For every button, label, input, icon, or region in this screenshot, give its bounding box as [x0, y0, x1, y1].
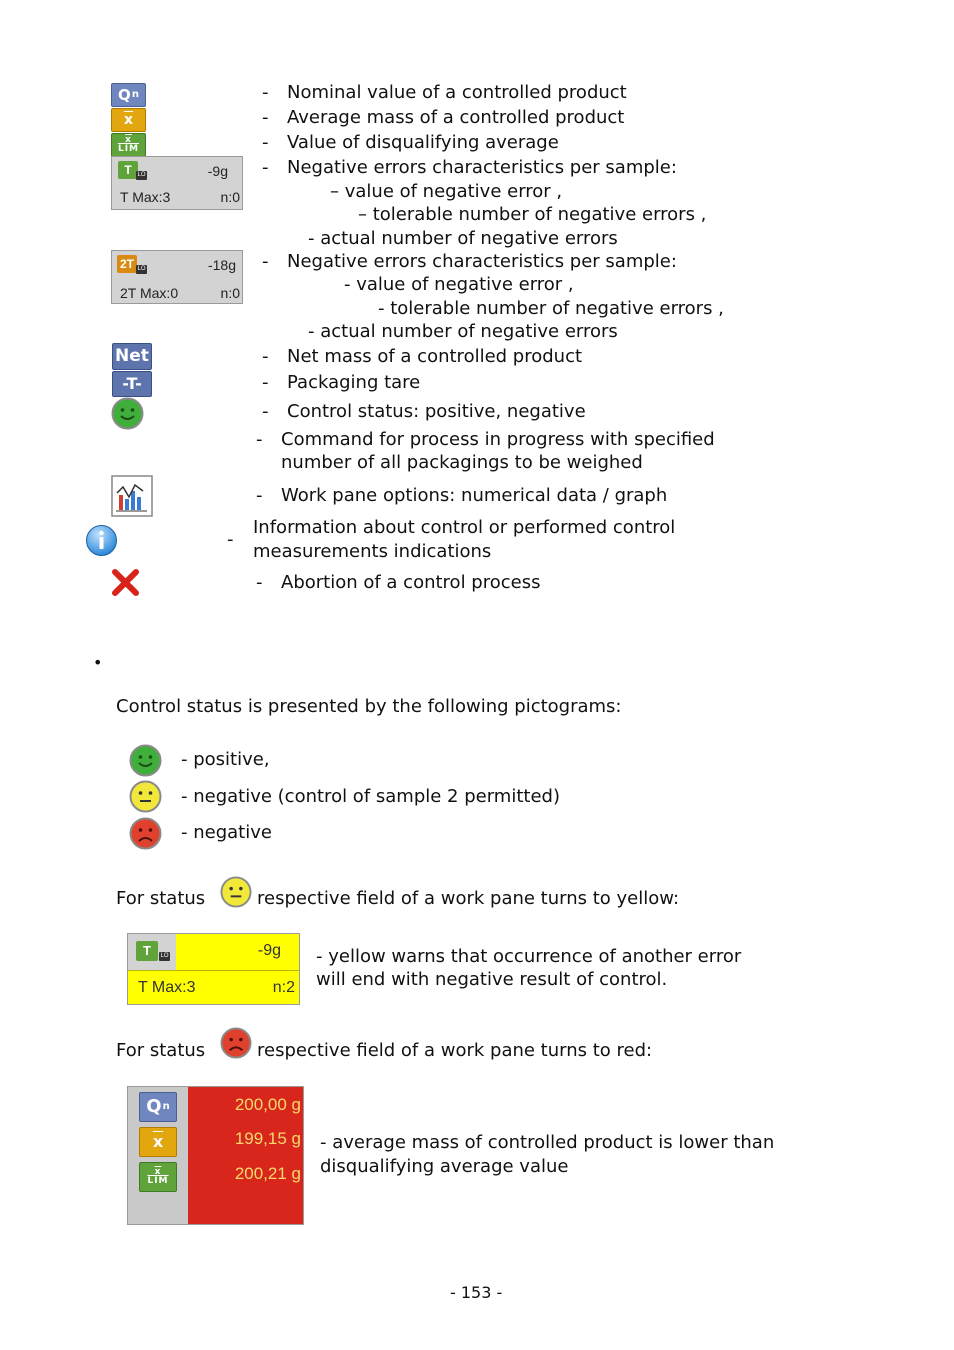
legend-text-qn: Nominal value of a controlled product: [287, 82, 627, 103]
lo-icon: LO: [137, 266, 146, 272]
dash: -: [262, 401, 269, 422]
xbar-symbol: x: [152, 1132, 164, 1151]
2t-count: n:0: [220, 285, 240, 301]
sad-face-icon: [220, 1027, 252, 1059]
red-note-line1: - average mass of controlled product is lower than: [320, 1132, 775, 1153]
neutral-face-icon: [220, 876, 252, 908]
abort-icon: [111, 568, 140, 597]
legend-text-tare: Packaging tare: [287, 372, 421, 393]
legend-text-info-1: Information about control or performed control: [253, 517, 676, 538]
yellow-sentence-after: respective field of a work pane turns to yellow:: [257, 888, 680, 909]
red-sentence-after: respective field of a work pane turns to red:: [257, 1040, 653, 1061]
legend-text-lim: Value of disqualifying average: [287, 132, 559, 153]
status-negative-label: - negative: [181, 822, 272, 843]
lim-x-symbol: $\overline{x}$: [125, 135, 132, 145]
t-count: n:0: [220, 189, 240, 205]
lim-x-symbol: $\overline{x}$: [154, 1167, 162, 1177]
tare-icon: -T-: [112, 371, 152, 397]
dash: -: [262, 132, 269, 153]
info-icon: [85, 524, 118, 557]
sad-face-icon: [129, 817, 162, 850]
negative-errors-2t-panel: [111, 250, 243, 304]
legend-text-command-1: Command for process in progress with specified: [281, 429, 715, 450]
legend-text-average: Average mass of a controlled product: [287, 107, 625, 128]
control-status-icon: [111, 397, 144, 430]
xbar-symbol: x: [123, 112, 134, 128]
yellow-panel-value: -9g: [257, 942, 281, 959]
2t-sub-line3: - actual number of negative errors: [308, 321, 618, 342]
red-note-line2: disqualifying average value: [320, 1156, 569, 1177]
dash: -: [227, 529, 234, 550]
legend-text-info-2: measurements indications: [253, 541, 492, 562]
dash: -: [256, 572, 263, 593]
dash: -: [256, 485, 263, 506]
graph-icon: [111, 475, 153, 517]
legend-text-2t: Negative errors characteristics per sample:: [287, 251, 677, 272]
dash: -: [262, 372, 269, 393]
qn-icon-sub: n: [162, 1101, 170, 1112]
2t-badge-icon: 2T: [117, 255, 137, 273]
dash: -: [262, 157, 269, 178]
disqualifying-average-icon: [139, 1162, 177, 1192]
t-badge-icon: T: [136, 941, 158, 961]
red-panel-nominal-value: 200,00 g: [234, 1095, 301, 1114]
qn-icon-sub: n: [131, 89, 139, 100]
legend-text-net: Net mass of a controlled product: [287, 346, 583, 367]
red-panel-lim-value: 200,21 g: [234, 1164, 301, 1183]
lo-icon: LO: [137, 172, 146, 178]
status-intro: Control status is presented by the following pictograms:: [116, 696, 622, 717]
legend-text-graph: Work pane options: numerical data / graph: [281, 485, 668, 506]
dash: -: [262, 346, 269, 367]
legend-text-command-2: number of all packagings to be weighed: [281, 452, 643, 473]
red-sentence-before: For status: [116, 1040, 206, 1061]
t-value: -9g: [207, 163, 228, 179]
legend-text-abort: Abortion of a control process: [281, 572, 541, 593]
t-max: T Max:3: [120, 189, 171, 205]
qn-icon-main: Q: [118, 85, 131, 104]
t-badge-icon: T: [118, 161, 138, 179]
bullet: •: [93, 653, 103, 672]
lim-label: $\overline{LIM}$: [147, 1176, 169, 1186]
status-positive-label: - positive,: [181, 749, 270, 770]
legend-text-t: Negative errors characteristics per sample:: [287, 157, 677, 178]
average-mass-icon: [111, 108, 146, 132]
qn-icon: [111, 83, 146, 107]
qn-icon-main: Q: [146, 1096, 162, 1117]
t-sub-line3: - actual number of negative errors: [308, 228, 618, 249]
dash: -: [262, 107, 269, 128]
2t-value: -18g: [207, 257, 236, 273]
dash: -: [262, 251, 269, 272]
negative-errors-t-panel: [111, 156, 243, 210]
disqualifying-average-icon: [111, 133, 146, 157]
neutral-face-icon: [129, 780, 162, 813]
lim-label: $\overline{LIM}$: [117, 144, 140, 154]
yellow-panel-count: n:2: [272, 979, 295, 996]
yellow-status-panel: [127, 933, 300, 1005]
yellow-note-line2: will end with negative result of control.: [316, 969, 668, 990]
yellow-note-line1: - yellow warns that occurrence of another error: [316, 946, 742, 967]
red-panel-average-value: 199,15 g: [234, 1129, 301, 1148]
status-warning-label: - negative (control of sample 2 permitted): [181, 786, 560, 807]
t-sub-line2: – tolerable number of negative errors ,: [358, 204, 707, 225]
lo-icon: LO: [160, 953, 169, 959]
2t-sub-line1: - value of negative error ,: [344, 274, 574, 295]
2t-sub-line2: - tolerable number of negative errors ,: [378, 298, 724, 319]
legend-text-status: Control status: positive, negative: [287, 401, 586, 422]
average-mass-icon: [139, 1127, 177, 1157]
red-status-panel: [127, 1086, 304, 1225]
dash: -: [256, 429, 263, 450]
dash: -: [262, 82, 269, 103]
qn-icon: [139, 1092, 177, 1122]
yellow-sentence-before: For status: [116, 888, 206, 909]
yellow-panel-max: T Max:3: [138, 979, 196, 996]
t-sub-line1: – value of negative error ,: [330, 181, 563, 202]
net-icon: Net: [112, 343, 152, 370]
2t-max: 2T Max:0: [120, 285, 179, 301]
page-number: - 153 -: [450, 1283, 503, 1302]
positive-smile-icon: [129, 744, 162, 777]
